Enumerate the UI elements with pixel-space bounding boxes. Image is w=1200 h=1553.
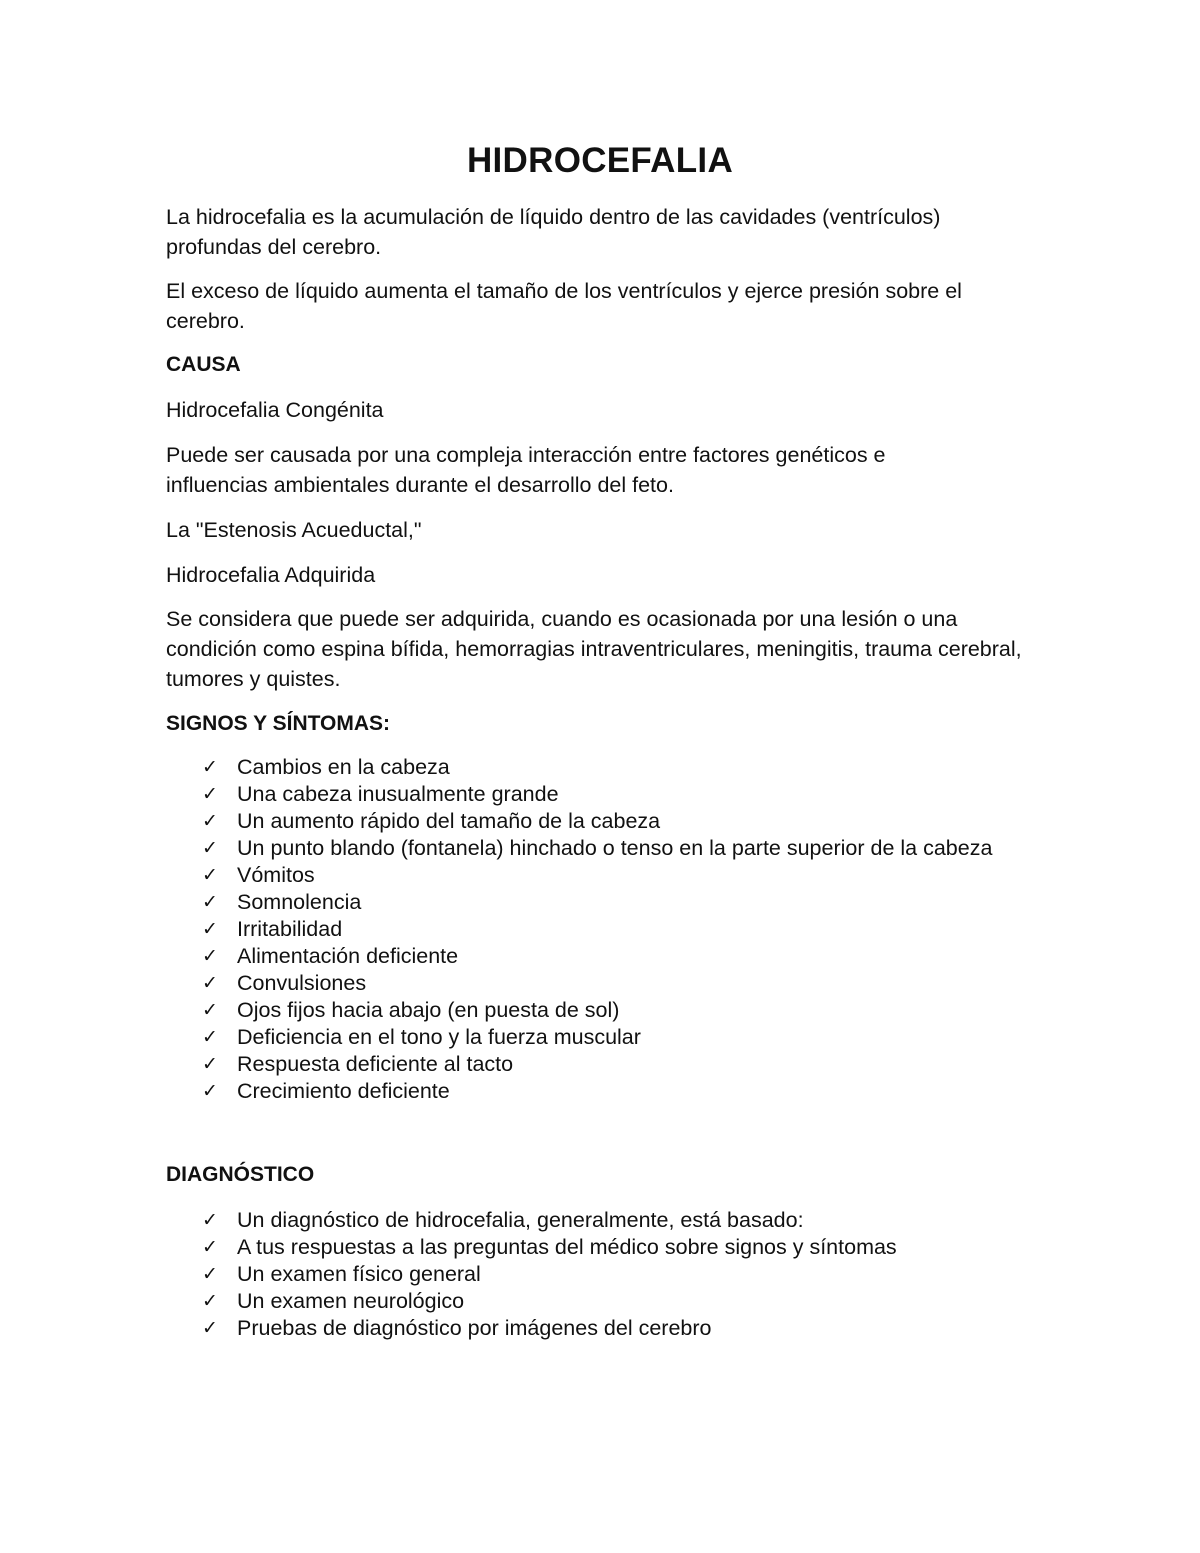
diagnostico-heading: DIAGNÓSTICO	[166, 1163, 315, 1186]
list-item-text: Somnolencia	[237, 890, 362, 914]
checkmark-icon: ✓	[202, 1026, 218, 1048]
list-item-text: Deficiencia en el tono y la fuerza muscular	[237, 1025, 641, 1049]
list-item	[166, 889, 1046, 916]
checkmark-icon: ✓	[202, 999, 218, 1021]
list-item-text: Una cabeza inusualmente grande	[237, 782, 559, 806]
list-item	[166, 781, 1046, 808]
list-item-text: Un aumento rápido del tamaño de la cabeza	[237, 809, 661, 833]
list-item-text: Irritabilidad	[237, 917, 343, 941]
adquirida-label: Hidrocefalia Adquirida	[166, 563, 376, 587]
signos-list	[166, 754, 1046, 1105]
list-item	[166, 1261, 1046, 1288]
list-item	[166, 835, 1046, 862]
list-item	[166, 808, 1046, 835]
checkmark-icon: ✓	[202, 918, 218, 940]
list-item	[166, 1207, 1046, 1234]
list-item-text: Un punto blando (fontanela) hinchado o tenso en la parte superior de la cabeza	[237, 836, 993, 860]
list-item-text: Vómitos	[237, 863, 315, 887]
document-title: HIDROCEFALIA	[466, 141, 734, 180]
list-item-text: Un examen físico general	[237, 1262, 481, 1286]
signos-heading: SIGNOS Y SÍNTOMAS:	[166, 712, 391, 735]
checkmark-icon: ✓	[202, 891, 218, 913]
list-item	[166, 970, 1046, 997]
checkmark-icon: ✓	[202, 1209, 218, 1231]
list-item	[166, 1078, 1046, 1105]
causa-heading: CAUSA	[166, 353, 241, 376]
list-item-text: A tus respuestas a las preguntas del médico sobre signos y síntomas	[237, 1235, 897, 1259]
checkmark-icon: ✓	[202, 810, 218, 832]
list-item-text: Crecimiento deficiente	[237, 1079, 450, 1103]
checkmark-icon: ✓	[202, 783, 218, 805]
list-item-text: Un examen neurológico	[237, 1289, 465, 1313]
list-item	[166, 1051, 1046, 1078]
estenosis-text: La "Estenosis Acueductal,"	[166, 518, 422, 542]
list-item-text: Ojos fijos hacia abajo (en puesta de sol)	[237, 998, 620, 1022]
list-item	[166, 1288, 1046, 1315]
congenita-text: Puede ser causada por una compleja interacción entre factores genéticos e influencias ambientales durante el desarrollo del feto.	[166, 443, 886, 497]
list-item	[166, 754, 1046, 781]
list-item-text: Respuesta deficiente al tacto	[237, 1052, 514, 1076]
checkmark-icon: ✓	[202, 1080, 218, 1102]
intro-paragraph-2: El exceso de líquido aumenta el tamaño de los ventrículos y ejerce presión sobre el cerebro.	[166, 279, 962, 333]
checkmark-icon: ✓	[202, 1290, 218, 1312]
congenita-label: Hidrocefalia Congénita	[166, 398, 384, 422]
list-item-text: Cambios en la cabeza	[237, 755, 450, 779]
checkmark-icon: ✓	[202, 864, 218, 886]
checkmark-icon: ✓	[202, 945, 218, 967]
list-item	[166, 1024, 1046, 1051]
list-item-text: Convulsiones	[237, 971, 367, 995]
list-item-text: Un diagnóstico de hidrocefalia, generalmente, está basado:	[237, 1208, 804, 1232]
checkmark-icon: ✓	[202, 1317, 218, 1339]
checkmark-icon: ✓	[202, 1263, 218, 1285]
list-item	[166, 943, 1046, 970]
list-item-text: Pruebas de diagnóstico por imágenes del cerebro	[237, 1316, 712, 1340]
list-item	[166, 1315, 1046, 1342]
list-item-text: Alimentación deficiente	[237, 944, 459, 968]
intro-paragraph-1: La hidrocefalia es la acumulación de líquido dentro de las cavidades (ventrículos) profundas del cerebro.	[166, 205, 941, 259]
checkmark-icon: ✓	[202, 972, 218, 994]
checkmark-icon: ✓	[202, 756, 218, 778]
list-item	[166, 997, 1046, 1024]
list-item	[166, 916, 1046, 943]
adquirida-text: Se considera que puede ser adquirida, cuando es ocasionada por una lesión o una condición como espina bífida, hemorragias intraventriculares, meningitis, trauma cerebral, tumores y quistes.	[166, 607, 1022, 691]
checkmark-icon: ✓	[202, 1236, 218, 1258]
checkmark-icon: ✓	[202, 1053, 218, 1075]
diagnostico-list	[166, 1207, 1046, 1342]
list-item	[166, 1234, 1046, 1261]
list-item	[166, 862, 1046, 889]
checkmark-icon: ✓	[202, 837, 218, 859]
